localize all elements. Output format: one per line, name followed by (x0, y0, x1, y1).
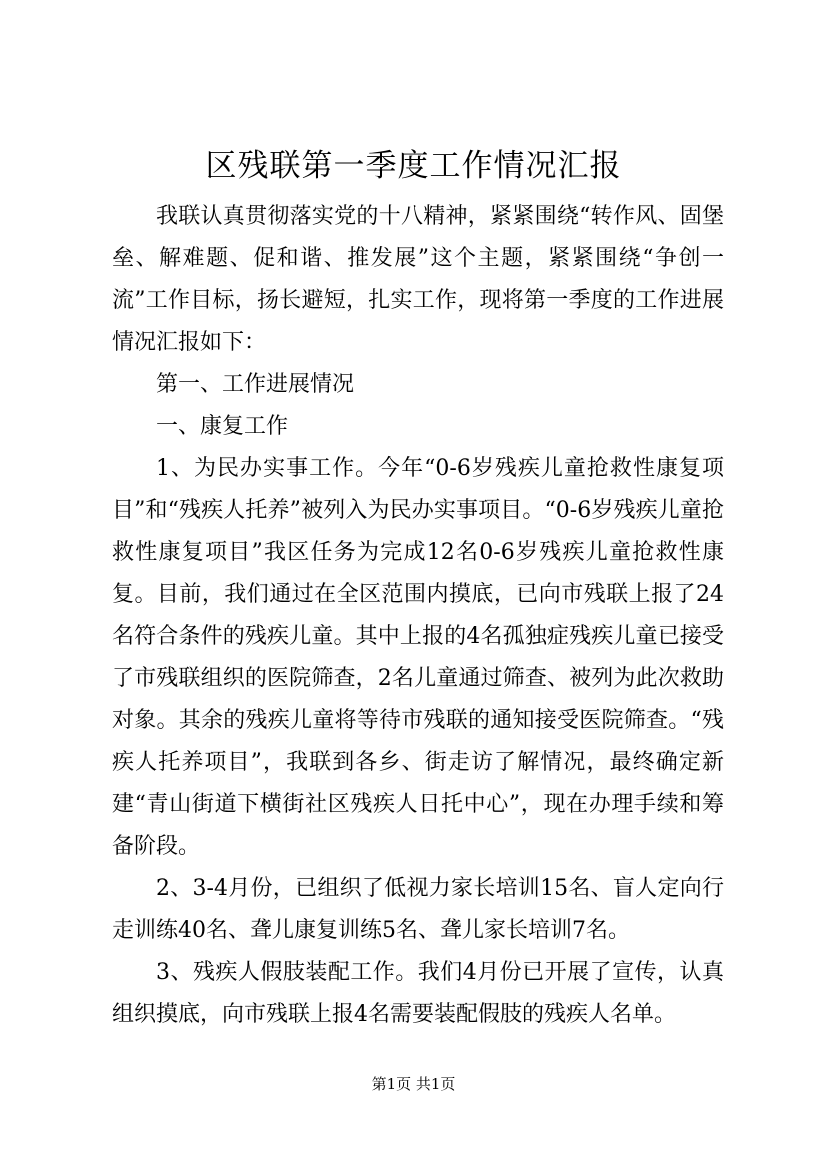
section-heading-progress: 第一、工作进展情况 (156, 372, 355, 397)
document-body (112, 196, 724, 1036)
page-footer: 第1页 共1页 (371, 1075, 456, 1093)
paragraph-item-3: 3、残疾人假肢装配工作。我们4月份已开展了宣传，认真组织摸底，向市残联上报4名需要装配假肢的残疾人名单。 (112, 960, 724, 1027)
paragraph-item-1: 1、为民办实事工作。今年“0-6岁残疾儿童抢救性康复项目”和“残疾人托养”被列入为民办实事项目。“0-6岁残疾儿童抢救性康复项目”我区任务为完成12名0-6岁残疾儿童抢救性康复。目前，我们通过在全区范围内摸底，已向市残联上报了24名符合条件的残疾儿童。其中上报的4名孤独症残疾儿童已接受了市残联组织的医院筛查，2名儿童通过筛查、被列为此次救助对象。其余的残疾儿童将等待市残联的通知接受医院筛查。“残疾人托养项目”，我联到各乡、街走访了解情况，最终确定新建“青山街道下横街社区残疾人日托中心”，现在办理手续和筹备阶段。 (112, 456, 724, 859)
paragraph-intro: 我联认真贯彻落实党的十八精神，紧紧围绕“转作风、固堡垒、解难题、促和谐、推发展”这个主题，紧紧围绕“争创一流”工作目标，扬长避短，扎实工作，现将第一季度的工作进展情况汇报如下： (112, 204, 724, 355)
paragraph-item-2: 2、3-4月份，已组织了低视力家长培训15名、盲人定向行走训练40名、聋儿康复训练5名、聋儿家长培训7名。 (112, 876, 724, 943)
document-title: 区残联第一季度工作情况汇报 (205, 148, 622, 184)
subsection-heading-rehabilitation: 一、康复工作 (156, 414, 289, 439)
